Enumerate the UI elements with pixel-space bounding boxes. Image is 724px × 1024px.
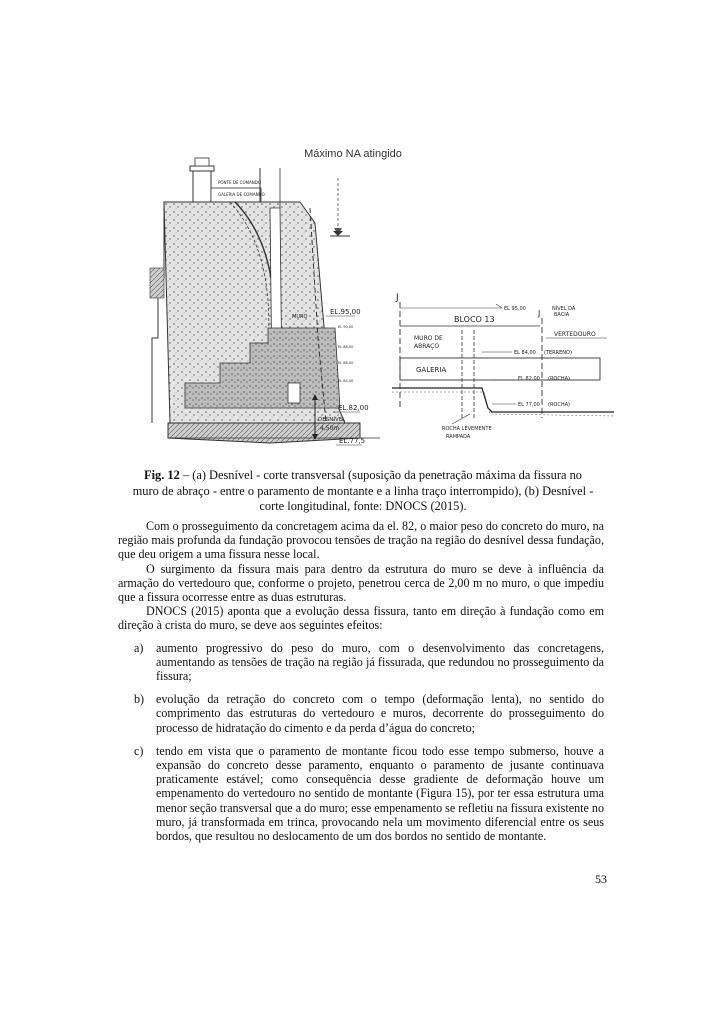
label-terreno: (TERRENO) xyxy=(544,350,572,356)
label-rocha: (ROCHA) xyxy=(548,376,570,382)
label-small-1: EL 90,00 xyxy=(338,325,354,329)
label-muro: MURO xyxy=(292,314,308,320)
figure-caption xyxy=(132,468,594,515)
page-number: 53 xyxy=(595,872,607,886)
label-j-left: J xyxy=(396,293,399,303)
label-small-4: EL 84,00 xyxy=(338,379,354,383)
effects-list xyxy=(118,641,604,844)
label-el-8400: EL 84,00 xyxy=(514,350,536,356)
label-bloco: BLOCO 13 xyxy=(454,315,495,324)
list-item xyxy=(118,641,604,684)
paragraph-1: Com o prosseguimento da concretagem acima da el. 82, o maior peso do concreto do muro, na região mais profunda da fundação provocou tensões de tração na região do desnível dessa fundação, que deu origem a uma fissura nesse local. xyxy=(118,519,604,562)
label-galeria: GALERIA DE COMANDO xyxy=(218,192,265,197)
max-na-label: Máximo NA atingido xyxy=(304,148,402,160)
figure-a-cross-section xyxy=(140,138,390,468)
list-item-text: evolução da retração do concreto com o tempo (deformação lenta), no sentido do comprimento das estruturas do vertedouro e muros, decorrente do prosseguimento do processo de hidratação do cimento e da perda d’água do concreto; xyxy=(156,692,604,735)
list-item xyxy=(118,744,604,843)
figure-12 xyxy=(140,138,610,468)
caption-label: Fig. 12 xyxy=(144,468,180,482)
label-el-7700: EL 77,00 xyxy=(518,402,540,408)
paragraph-3: DNOCS (2015) aponta que a evolução dessa fissura, tanto em direção à fundação como em direção à crista do muro, se deve aos seguintes efeitos: xyxy=(118,604,604,633)
label-el-9500: EL.95,00 xyxy=(330,308,361,316)
label-j-right: J xyxy=(538,309,541,318)
list-marker: c) xyxy=(134,743,144,758)
list-item xyxy=(118,692,604,735)
label-ponte: PONTE DE COMANDO xyxy=(218,180,262,185)
label-desnivel: DESNÍVEL xyxy=(318,417,346,423)
label-vertedouro: VERTEDOURO xyxy=(554,331,596,338)
label-galeria-b: GALERIA xyxy=(416,366,447,374)
label-b-el-9500: EL 95,00 xyxy=(504,306,526,312)
label-muro-abraco: MURO DE xyxy=(414,335,443,342)
label-muro-abraco2: ABRAÇO xyxy=(414,343,440,350)
label-small-3: EL 86,00 xyxy=(338,361,354,365)
list-item-text: aumento progressivo do peso do muro, com o desenvolvimento das concretagens, aumentando as tensões de tração na região já fissurada, que redundou no prosseguimento da fissura; xyxy=(156,640,604,684)
paragraph-2: O surgimento da fissura mais para dentro da estrutura do muro se deve à influência da armação do vertedouro que, conforme o projeto, penetrou cerca de 2,00 m no muro, o que impediu que a fissura ocorresse entre as duas estruturas. xyxy=(118,561,604,605)
list-marker: a) xyxy=(134,640,144,655)
label-rocha-lev: ROCHA LEVEMENTE xyxy=(442,426,492,432)
label-el-775: EL.77,5 xyxy=(339,437,366,445)
label-b-el-8200: EL 82,00 xyxy=(518,376,540,382)
list-item-text: tendo em vista que o paramento de montante ficou todo esse tempo submerso, houve a expansão do concreto desse paramento, enquanto o paramento de jusante continuava praticamente estável; como consequência desse gradiente de deformação houve um empenamento do vertedouro no sentido de montante (Figura 15), por ter essa estrutura uma menor seção transversal que a do muro; esse empenamento se refletiu na fissura existente no muro, já transformada em trinca, provocando nela um movimento diferencial entre os seus bordos, que resultou no deslocamento de um dos bordos no sentido de montante. xyxy=(156,743,604,844)
label-rampada: RAMPADA xyxy=(446,434,471,440)
list-marker: b) xyxy=(134,692,145,707)
label-el-8200: EL.82,00 xyxy=(338,404,369,412)
label-rocha2: (ROCHA) xyxy=(548,402,570,408)
label-nivel: NÍVEL DA xyxy=(552,306,576,312)
caption-text: – (a) Desnível - corte transversal (suposição da penetração máxima da fissura no muro de abraço - entre o paramento de montante e a linha traço interrompido), (b) Desnível - corte longitudinal, fonte: DNOCS (2015). xyxy=(132,468,594,513)
label-nivel2: BACIA xyxy=(554,312,570,318)
body-text xyxy=(118,519,604,852)
label-small-2: EL 88,00 xyxy=(338,345,354,349)
figure-b-longitudinal-section xyxy=(392,288,614,448)
label-desnivel-val: 4,50m xyxy=(320,425,340,432)
